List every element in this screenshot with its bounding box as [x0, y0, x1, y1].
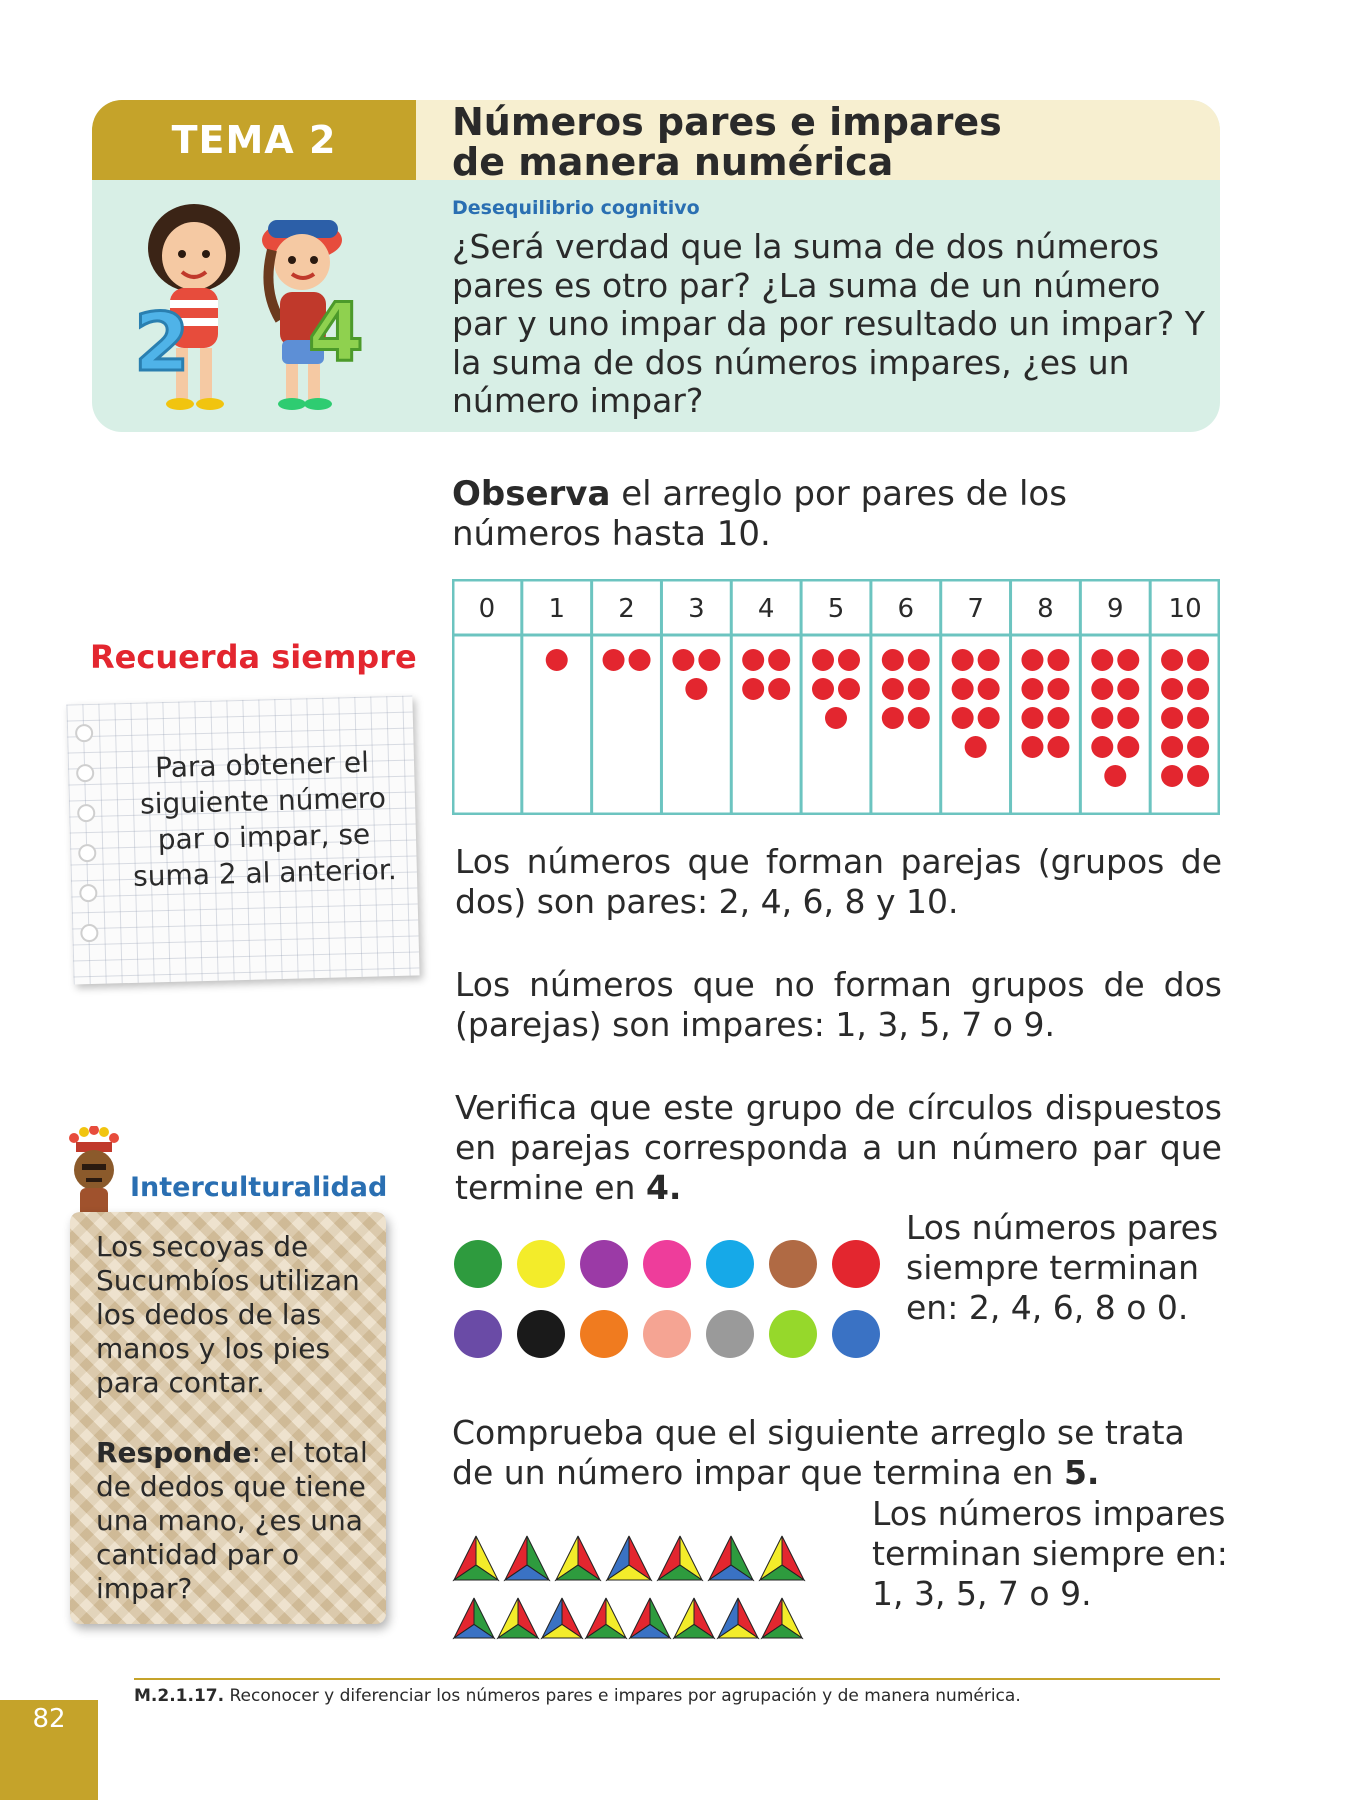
red-dot — [1187, 678, 1209, 700]
red-dot — [603, 649, 625, 671]
red-dot — [1091, 736, 1113, 758]
colored-circle — [580, 1240, 628, 1288]
red-dot — [908, 649, 930, 671]
red-dot — [978, 649, 1000, 671]
colored-triangle — [630, 1598, 670, 1638]
colored-triangle — [607, 1536, 651, 1580]
red-dot — [952, 678, 974, 700]
tema-label: TEMA 2 — [92, 100, 416, 180]
red-dot — [908, 678, 930, 700]
colored-triangle — [586, 1598, 626, 1638]
colored-circle — [832, 1240, 880, 1288]
title-line-1: Números pares e impares — [452, 100, 1002, 144]
footer-divider — [134, 1678, 1220, 1680]
notebook-ring-icon — [79, 884, 97, 902]
footer-skill-text — [134, 1686, 1021, 1706]
cognitive-question: ¿Será verdad que la suma de dos números pares es otro par? ¿La suma de un número par y uno impar da por resultado un impar? Y la suma de dos números impares, ¿es un número impar? — [452, 227, 1205, 420]
red-dot — [1021, 707, 1043, 729]
red-dot — [1047, 649, 1069, 671]
impares-side-note: Los números impares terminan siempre en: 1, 3, 5, 7 o 9. — [872, 1494, 1228, 1613]
notebook-ring-icon — [78, 844, 96, 862]
title-line-2: de manera numérica — [452, 140, 894, 184]
red-dot — [1091, 678, 1113, 700]
colored-circle — [580, 1310, 628, 1358]
colored-circle — [832, 1310, 880, 1358]
verifica-bold: 4. — [645, 1168, 682, 1207]
red-dot — [742, 649, 764, 671]
colored-circle — [643, 1240, 691, 1288]
table-header-number: 9 — [1106, 594, 1124, 624]
red-dot — [908, 707, 930, 729]
red-dot — [1117, 736, 1139, 758]
tribal-figure-icon — [64, 1126, 124, 1226]
interculturalidad-title: Interculturalidad — [130, 1172, 388, 1203]
red-dot — [952, 707, 974, 729]
table-header-number: 5 — [827, 594, 845, 624]
red-dot — [1117, 678, 1139, 700]
red-dot — [672, 649, 694, 671]
verifica-instruction — [455, 1088, 1222, 1208]
table-header-number: 1 — [548, 594, 566, 624]
red-dot — [768, 678, 790, 700]
red-dot — [965, 736, 987, 758]
red-dot — [546, 649, 568, 671]
recuerda-note-card — [66, 696, 419, 985]
colored-triangle — [762, 1598, 802, 1638]
colored-circle — [643, 1310, 691, 1358]
red-dot — [629, 649, 651, 671]
red-dot — [1117, 707, 1139, 729]
red-dot — [1161, 678, 1183, 700]
colored-triangle — [718, 1598, 758, 1638]
recuerda-text: Para obtener el siguiente número par o impar, se suma 2 al anterior. — [132, 745, 398, 893]
comprueba-bold: 5. — [1063, 1453, 1100, 1492]
table-header-number: 6 — [897, 594, 915, 624]
red-dot — [1161, 707, 1183, 729]
page-number: 82 — [32, 1704, 66, 1734]
red-dot — [685, 678, 707, 700]
colored-circle — [517, 1310, 565, 1358]
red-dot — [882, 678, 904, 700]
kids-with-numbers-illustration — [132, 200, 372, 420]
observa-instruction — [452, 474, 1222, 554]
pares-explanation: Los números que forman parejas (grupos de dos) son pares: 2, 4, 6, 8 y 10. — [455, 842, 1222, 921]
red-dot — [1161, 649, 1183, 671]
comprueba-text: Comprueba que el siguiente arreglo se trata de un número impar que termina en — [452, 1413, 1185, 1492]
colored-triangle — [556, 1536, 600, 1580]
red-dot — [978, 707, 1000, 729]
colored-triangle — [505, 1536, 549, 1580]
notebook-ring-icon — [80, 924, 98, 942]
red-dot — [1187, 707, 1209, 729]
colored-circles-group — [452, 1236, 884, 1366]
colored-triangles-group — [452, 1528, 852, 1648]
red-dot — [978, 678, 1000, 700]
colored-circle — [769, 1310, 817, 1358]
svg-text:4: 4 — [308, 286, 364, 379]
pares-side-note: Los números pares siempre terminan en: 2, 4, 6, 8 o 0. — [906, 1208, 1219, 1327]
red-dot — [742, 678, 764, 700]
colored-triangle — [760, 1536, 804, 1580]
table-header-number: 7 — [967, 594, 984, 624]
colored-triangle — [498, 1598, 538, 1638]
comprueba-instruction — [452, 1413, 1222, 1493]
red-dot — [882, 649, 904, 671]
red-dot — [1187, 736, 1209, 758]
red-dot — [1047, 678, 1069, 700]
observa-bold: Observa — [452, 474, 611, 514]
interculturalidad-text: Los secoyas de Sucumbíos utilizan los dedos de las manos y los pies para contar. — [96, 1230, 360, 1399]
colored-triangle — [454, 1536, 498, 1580]
interculturalidad-question — [96, 1436, 376, 1606]
colored-circle — [454, 1240, 502, 1288]
red-dot — [1187, 765, 1209, 787]
notebook-ring-icon — [76, 764, 94, 782]
colored-circle — [706, 1240, 754, 1288]
red-dot — [952, 649, 974, 671]
notebook-ring-icon — [77, 804, 95, 822]
colored-circle — [769, 1240, 817, 1288]
red-dot — [1021, 649, 1043, 671]
girl-two-figure — [262, 220, 364, 410]
red-dot — [698, 649, 720, 671]
observa-rest: el arreglo por pares de los números hasta 10. — [452, 474, 1067, 554]
colored-triangle — [709, 1536, 753, 1580]
recuerda-title: Recuerda siempre — [90, 638, 417, 676]
red-dot — [1161, 765, 1183, 787]
verifica-text: Verifica que este grupo de círculos dispuestos en parejas corresponda a un número par que termine en — [455, 1088, 1222, 1207]
red-dot — [825, 707, 847, 729]
red-dot — [1021, 736, 1043, 758]
notebook-ring-icon — [75, 724, 93, 742]
table-header-number: 4 — [757, 594, 775, 624]
colored-triangle — [542, 1598, 582, 1638]
responde-rest: : el total de dedos que tiene una mano, ¿es una cantidad par o impar? — [96, 1436, 368, 1605]
interculturalidad-box — [70, 1212, 386, 1624]
colored-circle — [454, 1310, 502, 1358]
red-dot — [1187, 649, 1209, 671]
red-dot — [812, 678, 834, 700]
table-header-number: 0 — [478, 594, 496, 624]
pairs-table — [452, 579, 1220, 815]
svg-text:2: 2 — [134, 296, 190, 389]
table-header-number: 8 — [1037, 594, 1054, 624]
red-dot — [1047, 707, 1069, 729]
red-dot — [1021, 678, 1043, 700]
red-dot — [768, 649, 790, 671]
table-header-number: 2 — [618, 594, 635, 624]
colored-triangle — [674, 1598, 714, 1638]
topic-header — [92, 100, 1220, 432]
red-dot — [1104, 765, 1126, 787]
skill-description: Reconocer y diferenciar los números pares e impares por agrupación y de manera numérica. — [224, 1686, 1021, 1706]
red-dot — [838, 649, 860, 671]
section-subtitle: Desequilibrio cognitivo — [452, 197, 700, 219]
colored-triangle — [454, 1598, 494, 1638]
red-dot — [812, 649, 834, 671]
red-dot — [1091, 707, 1113, 729]
impares-explanation: Los números que no forman grupos de dos (parejas) son impares: 1, 3, 5, 7 o 9. — [455, 965, 1222, 1044]
red-dot — [1161, 736, 1183, 758]
colored-circle — [706, 1310, 754, 1358]
page-title — [452, 102, 1212, 182]
red-dot — [1117, 649, 1139, 671]
pairs-table-grid — [452, 579, 1220, 815]
red-dot — [1091, 649, 1113, 671]
table-header-number: 10 — [1168, 594, 1202, 624]
colored-circle — [517, 1240, 565, 1288]
responde-bold: Responde — [96, 1436, 252, 1469]
skill-code: M.2.1.17. — [134, 1686, 225, 1706]
red-dot — [1047, 736, 1069, 758]
red-dot — [838, 678, 860, 700]
red-dot — [882, 707, 904, 729]
colored-triangle — [658, 1536, 702, 1580]
table-header-number: 3 — [688, 594, 705, 624]
girl-one-figure — [134, 204, 240, 410]
